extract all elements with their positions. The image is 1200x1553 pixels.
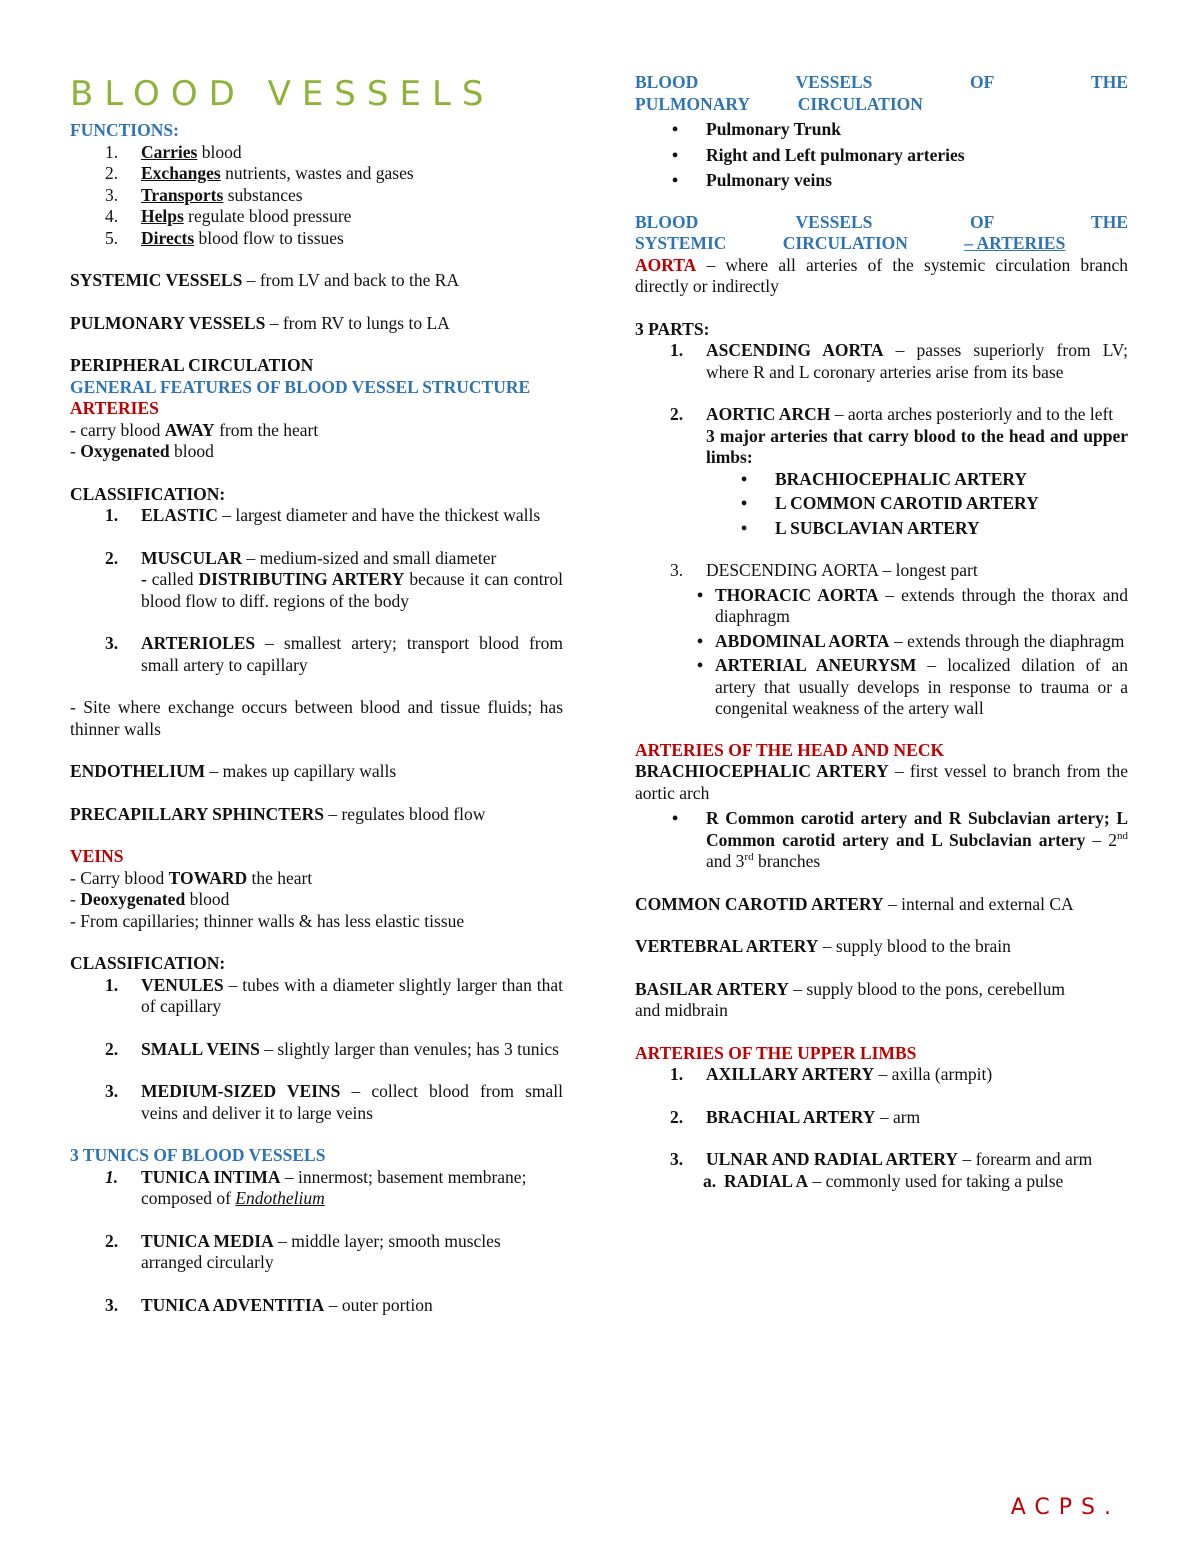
list-item: 2. TUNICA MEDIA – middle layer; smooth muscles arranged circularly: [105, 1230, 501, 1272]
veins-line-1: - Carry blood TOWARD the heart: [70, 867, 313, 888]
list-item: 2. MUSCULAR – medium-sized and small diameter - called DISTRIBUTING ARTERY because it can control blood flow to diff. regions of the body: [105, 547, 564, 611]
descending-aorta-list: [635, 585, 1128, 720]
list-item: • BRACHIOCEPHALIC ARTERY: [635, 469, 1128, 491]
radial-artery-note: a. RADIAL A – commonly used for taking a pulse: [703, 1170, 1064, 1191]
upper-limbs-list: [635, 1064, 1128, 1171]
pulmonary-vessels: PULMONARY VESSELS – from RV to lungs to LA: [70, 312, 450, 333]
list-item: 1. VENULES – tubes with a diameter slightly larger than that of capillary: [105, 974, 563, 1016]
parts-heading: 3 PARTS:: [635, 318, 710, 339]
tunics-heading: 3 TUNICS OF BLOOD VESSELS: [70, 1145, 326, 1165]
list-item: 3. DESCENDING AORTA – longest part: [670, 560, 978, 580]
arteries-line-1: - carry blood AWAY from the heart: [70, 419, 319, 440]
veins-classification-list: [70, 975, 563, 1125]
aortic-arch-branches: [635, 469, 1128, 540]
pulmonary-circulation-list: [635, 119, 1128, 192]
vertebral-line: VERTEBRAL ARTERY – supply blood to the brain: [635, 936, 1011, 956]
list-item: 1. Carries blood: [105, 141, 242, 162]
capillary-site-note: - Site where exchange occurs between blood and tissue fluids; has thinner walls: [70, 697, 563, 739]
general-features-heading: GENERAL FEATURES OF BLOOD VESSEL STRUCTURE: [70, 376, 531, 397]
list-item: • Right and Left pulmonary arteries: [635, 145, 1128, 167]
list-item: 3. Transports substances: [105, 184, 303, 205]
systemic-circulation-heading: BLOOD VESSELS OF THE SYSTEMIC CIRCULATION – ARTERIES: [635, 211, 1128, 253]
aorta-parts-list: [635, 340, 1128, 469]
list-item: • THORACIC AORTA – extends through the thorax and diaphragm: [635, 585, 1128, 628]
endothelium-line: ENDOTHELIUM – makes up capillary walls: [70, 761, 397, 781]
list-item: 3. ARTERIOLES – smallest artery; transport blood from small artery to capillary: [105, 633, 563, 675]
common-carotid-line: COMMON CAROTID ARTERY – internal and external CA: [635, 893, 1074, 914]
left-column: [70, 72, 563, 1316]
list-item: • ARTERIAL ANEURYSM – localized dilation of an artery that usually develops in response to trauma or a congenital weakness of the artery wall: [635, 655, 1128, 720]
list-item: 1. TUNICA INTIMA – innermost; basement membrane; composed of Endothelium: [105, 1166, 527, 1208]
systemic-vessels: SYSTEMIC VESSELS – from LV and back to the RA: [70, 270, 460, 290]
list-item: 1. ASCENDING AORTA – passes superiorly from LV; where R and L coronary arteries arise from its base: [670, 340, 1128, 382]
list-item: • ABDOMINAL AORTA – extends through the diaphragm: [635, 631, 1128, 653]
head-neck-branches: [635, 808, 1128, 873]
brachiocephalic-line: BRACHIOCEPHALIC ARTERY – first vessel to branch from the aortic arch: [635, 761, 1129, 803]
list-item: 2. SMALL VEINS – slightly larger than venules; has 3 tunics: [105, 1038, 559, 1059]
functions-heading: FUNCTIONS:: [70, 120, 179, 140]
precapillary-line: PRECAPILLARY SPHINCTERS – regulates blood flow: [70, 803, 486, 824]
list-item: • L SUBCLAVIAN ARTERY: [635, 518, 1128, 540]
list-item: • Pulmonary Trunk: [635, 119, 1128, 141]
list-item: • Pulmonary veins: [635, 170, 1128, 192]
list-item: 2. BRACHIAL ARTERY – arm: [670, 1106, 921, 1127]
aorta-parts-list-cont: [635, 560, 1128, 582]
aorta-definition: AORTA – where all arteries of the systemic circulation branch directly or indirectly: [635, 254, 1128, 296]
peripheral-circulation: PERIPHERAL CIRCULATION: [70, 355, 314, 375]
list-item: • R Common carotid artery and R Subclavian artery; L Common carotid artery and L Subclavian artery – 2nd and 3rd branches: [635, 808, 1128, 873]
tunics-list: [70, 1167, 563, 1317]
list-item: 5. Directs blood flow to tissues: [105, 227, 344, 248]
head-neck-heading: ARTERIES OF THE HEAD AND NECK: [635, 739, 945, 760]
upper-limbs-heading: ARTERIES OF THE UPPER LIMBS: [635, 1042, 917, 1063]
veins-heading: VEINS: [70, 846, 124, 866]
veins-classification-heading: CLASSIFICATION:: [70, 953, 226, 973]
veins-line-2: - Deoxygenated blood: [70, 889, 230, 909]
arteries-line-2: - Oxygenated blood: [70, 441, 214, 461]
page-title: BLOOD VESSELS: [70, 74, 495, 114]
functions-list: [70, 142, 563, 250]
basilar-line: BASILAR ARTERY – supply blood to the pons, cerebellum and midbrain: [635, 978, 1065, 1020]
list-item: 2. Exchanges nutrients, wastes and gases: [105, 163, 414, 183]
arteries-classification-list: [70, 505, 563, 676]
arteries-classification-heading: CLASSIFICATION:: [70, 483, 226, 504]
arteries-heading: ARTERIES: [70, 398, 159, 418]
list-item: 1. ELASTIC – largest diameter and have the thickest walls: [105, 505, 541, 525]
footer-initials: ACPS.: [1010, 1495, 1120, 1520]
right-column: [635, 72, 1128, 1192]
list-item: 3. MEDIUM-SIZED VEINS – collect blood from small veins and deliver it to large veins: [105, 1081, 563, 1123]
list-item: • L COMMON CAROTID ARTERY: [635, 493, 1128, 515]
pulmonary-circulation-heading: BLOOD VESSELS OF THE PULMONARY CIRCULATION: [635, 72, 1128, 114]
veins-line-3: - From capillaries; thinner walls & has less elastic tissue: [70, 910, 465, 931]
list-item: 3. TUNICA ADVENTITIA – outer portion: [105, 1294, 433, 1315]
list-item: 2. AORTIC ARCH – aorta arches posteriorly and to the left 3 major arteries that carry blood to the head and upper limbs:: [670, 404, 1128, 467]
list-item: 4. Helps regulate blood pressure: [105, 206, 352, 226]
list-item: 1. AXILLARY ARTERY – axilla (armpit): [670, 1064, 993, 1084]
list-item: 3. ULNAR AND RADIAL ARTERY – forearm and arm: [670, 1149, 1093, 1169]
